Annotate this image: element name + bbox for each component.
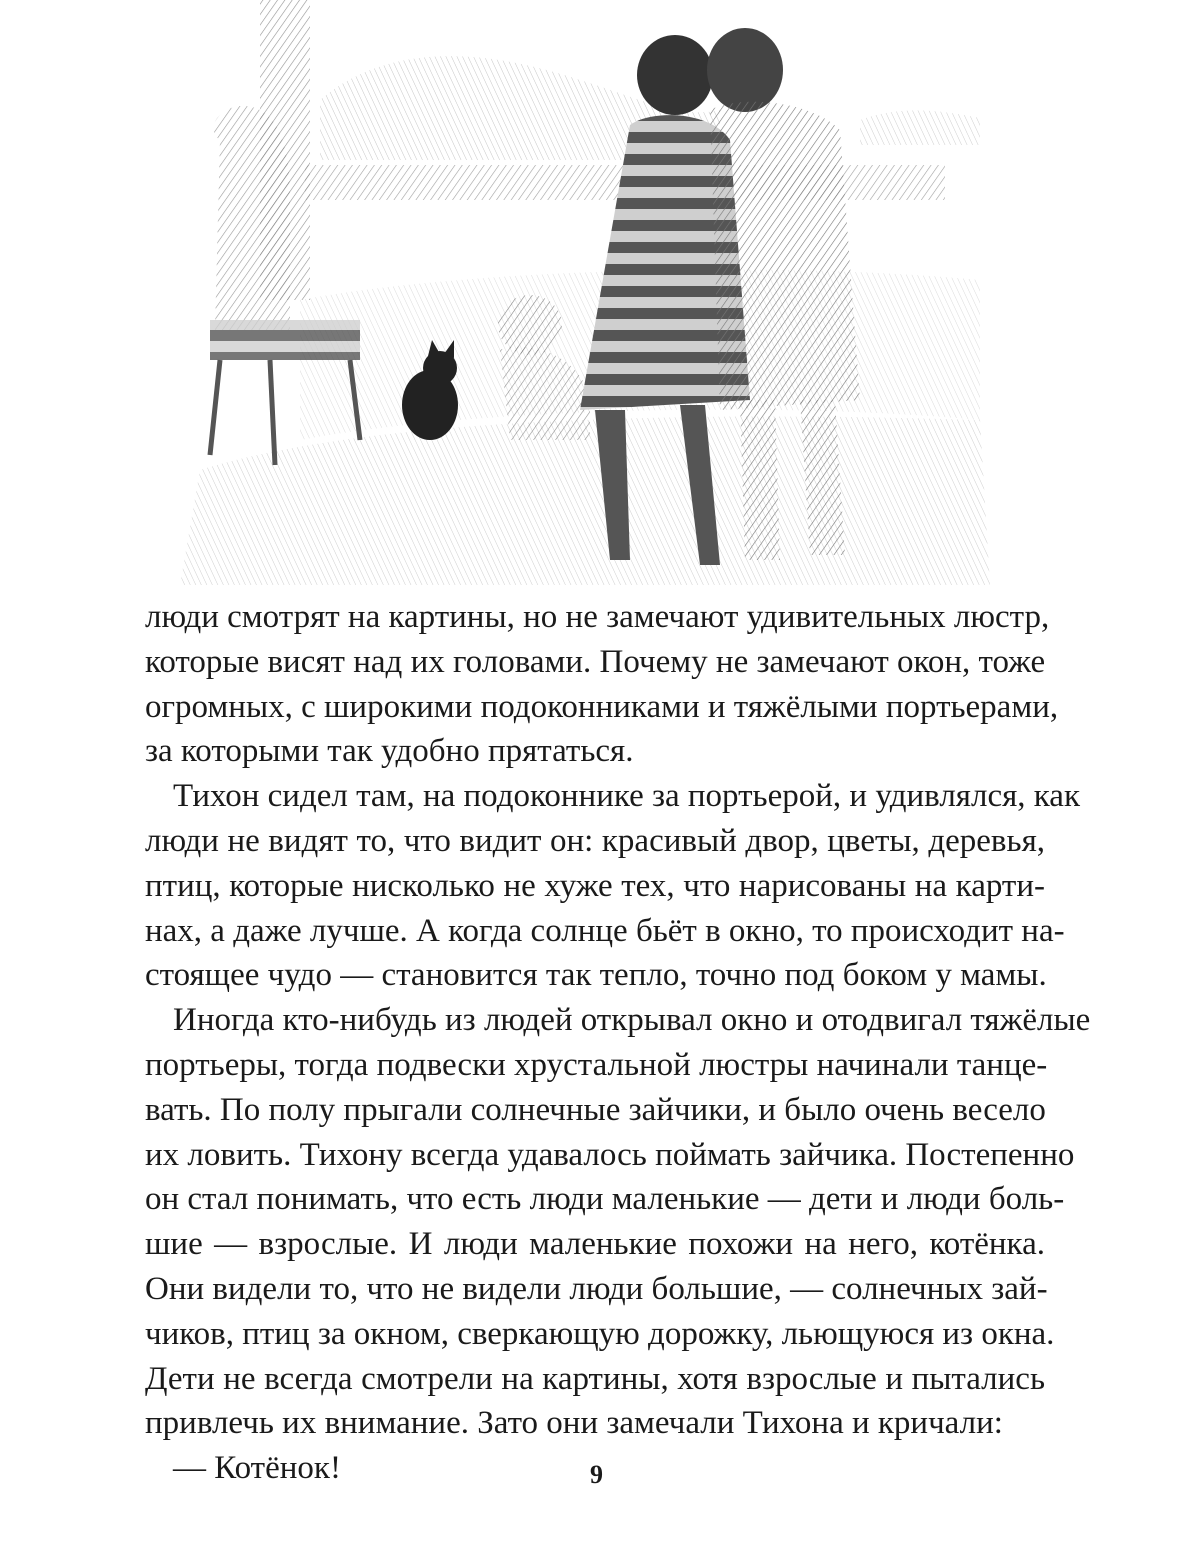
text-line: их ловить. Тихону всегда удавалось поймать зайчика. Постепенно <box>145 1136 1075 1173</box>
text-line: нах, а даже лучше. А когда солнце бьёт в окно, то происходит на- <box>145 912 1065 949</box>
text-line: птиц, которые нисколько не хуже тех, что нарисованы на карти- <box>145 867 1045 904</box>
text-line: огромных, с широкими подоконниками и тяжёлыми портьерами, <box>145 688 1059 725</box>
illustration <box>160 0 1000 585</box>
page-number: 9 <box>590 1460 603 1489</box>
text-line: он стал понимать, что есть люди маленькие — дети и люди боль- <box>145 1181 1065 1218</box>
text-line: — Котёнок! <box>173 1450 341 1487</box>
text-line: стоящее чудо — становится так тепло, точно под боком у мамы. <box>145 957 1047 994</box>
text-line: вать. По полу прыгали солнечные зайчики, и было очень весело <box>145 1091 1046 1128</box>
text-line: Они видели то, что не видели люди большие, — солнечных зай- <box>145 1270 1048 1307</box>
text-line: Дети не всегда смотрели на картины, хотя взрослые и пытались <box>145 1360 1045 1397</box>
text-line: за которыми так удобно прятаться. <box>145 733 634 770</box>
text-line: которые висят над их головами. Почему не замечают окон, тоже <box>145 643 1046 680</box>
text-line: Иногда кто-нибудь из людей открывал окно и отодвигал тяжёлые <box>173 1002 1091 1039</box>
text-line: чиков, птиц за окном, сверкающую дорожку, льющуюся из окна. <box>145 1315 1055 1352</box>
pencil-sketch-icon <box>160 0 1000 585</box>
text-line: шие — взрослые. И люди маленькие похожи на него, котёнка. <box>145 1226 1045 1263</box>
body-text <box>145 595 1091 1491</box>
text-line: привлечь их внимание. Зато они замечали Тихона и кричали: <box>145 1405 1003 1442</box>
text-line: портьеры, тогда подвески хрустальной люстры начинали танце- <box>145 1046 1048 1083</box>
text-line: люди не видят то, что видит он: красивый двор, цветы, деревья, <box>145 822 1045 859</box>
text-line: люди смотрят на картины, но не замечают удивительных люстр, <box>145 599 1050 635</box>
text-line: Тихон сидел там, на подоконнике за портьерой, и удивлялся, как <box>173 778 1080 815</box>
